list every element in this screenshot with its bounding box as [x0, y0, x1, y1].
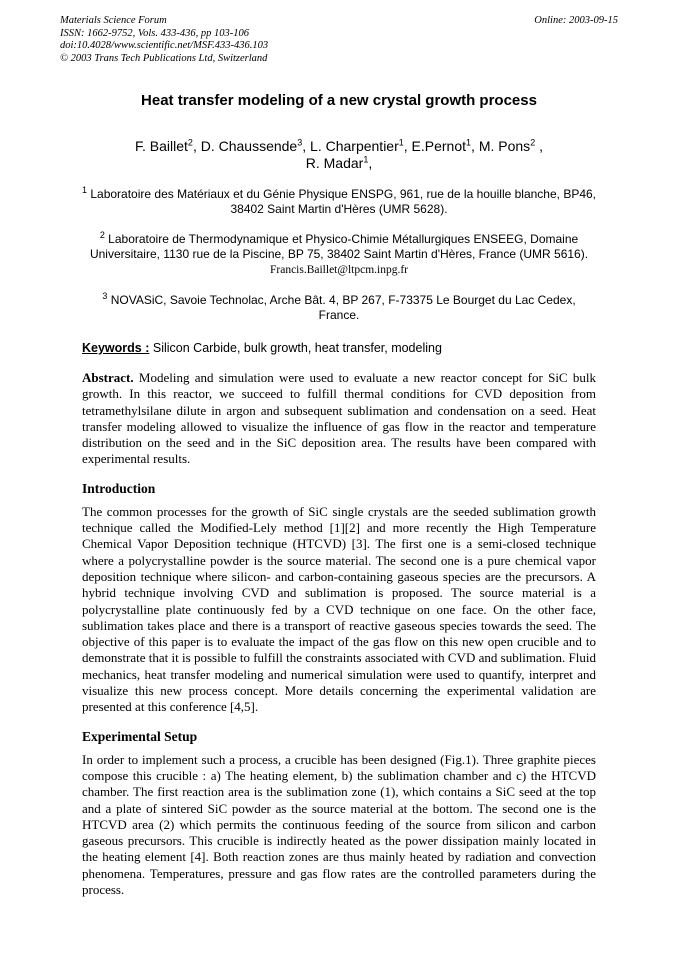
keywords-text: Silicon Carbide, bulk growth, heat transfer, modeling — [152, 341, 442, 355]
author-separator: , — [535, 138, 543, 154]
author-affiliation-sup: 2 — [530, 137, 536, 148]
journal-header — [60, 15, 618, 65]
author-affiliation-sup: 2 — [187, 137, 193, 148]
journal-name: Materials Science Forum — [60, 15, 167, 26]
affiliation-marker: 1 — [82, 185, 88, 195]
affiliation-3 — [82, 293, 596, 323]
authors-line-1 — [82, 138, 596, 155]
paper-content — [60, 92, 618, 898]
author — [306, 155, 372, 171]
author-affiliation-sup: 3 — [297, 137, 303, 148]
abstract-text: Modeling and simulation were used to evaluate a new reactor concept for SiC bulk growth. In this reactor, we succeed to fulfill thermal conditions for CVD deposition from tetramethylsilane dilute in argon and subsequent sublimation and condensation on a seed. Heat transfer modeling allowed to visualize the influence of gas flow in the reactor and temperature distribution on the seed and in the SiC deposition area. The results have been compared with experimental results. — [82, 370, 596, 467]
authors-line-2 — [82, 155, 596, 172]
affiliation-2 — [82, 232, 596, 278]
author — [412, 138, 479, 154]
journal-doi-line: doi:10.4028/www.scientific.net/MSF.433-436.103 — [60, 40, 269, 51]
author — [201, 138, 310, 154]
author-affiliation-sup: 1 — [398, 137, 404, 148]
affiliation-text: Laboratoire des Matériaux et du Génie Physique ENSPG, 961, rue de la houille blanche, BP46, 38402 Saint Martin d'Hères (UMR 5628). — [90, 187, 597, 216]
affiliation-marker: 2 — [99, 230, 105, 240]
affiliation-1 — [82, 187, 596, 217]
section-paragraph-experimental-setup: In order to implement such a process, a crucible has been designed (Fig.1). Three graphite pieces compose this crucible : a) The heating element, b) the sublimation chamber and c) the HTCVD chamber. The first reaction area is the sublimation zone (1), which contains a SiC seed at the top and a plate of sintered SiC powder as the source material at the bottom. The second one is the HTCVD area (2) which permits the continuous feeding of the source from silicon and carbon gaseous precursors. This crucible is indirectly heated as the power dissipation mainly located in the heating element [4]. Both reaction zones are thus mainly heated by radiation and convection phenomena. Temperatures, pressure and gas flow rates are the controlled parameters during the process. — [82, 751, 596, 898]
keywords-line — [82, 341, 596, 355]
online-date: Online: 2003-09-15 — [534, 15, 618, 26]
author-name: F. Baillet — [135, 138, 188, 154]
author — [310, 138, 412, 154]
author-separator: , — [192, 138, 201, 154]
journal-header-left — [60, 15, 268, 65]
author-affiliation-sup: 1 — [466, 137, 472, 148]
paper-title: Heat transfer modeling of a new crystal growth process — [141, 92, 537, 109]
authors-block — [82, 138, 596, 172]
author-separator: , — [302, 138, 311, 154]
author-separator: , — [403, 138, 412, 154]
author-separator: , — [368, 155, 373, 171]
section-heading-introduction: Introduction — [82, 480, 156, 496]
author-name: E.Pernot — [411, 138, 467, 154]
abstract-paragraph — [82, 370, 596, 468]
author-name: L. Charpentier — [310, 138, 399, 154]
contact-email: Francis.Baillet@ltpcm.inpg.fr — [269, 264, 409, 276]
affiliation-text: NOVASiC, Savoie Technolac, Arche Bât. 4, BP 267, F-73375 Le Bourget du Lac Cedex, France. — [110, 293, 576, 322]
author-name: R. Madar — [305, 155, 364, 171]
author-name: D. Chaussende — [200, 138, 298, 154]
keywords-label: Keywords : — [82, 341, 150, 355]
section-heading-experimental-setup: Experimental Setup — [82, 728, 198, 744]
affiliation-marker: 3 — [102, 291, 108, 301]
affiliation-text: Laboratoire de Thermodynamique et Physico-Chimie Métallurgiques ENSEEG, Domaine Universitaire, 1130 rue de la Piscine, BP 75, 38402 Saint Martin d'Hères, France (UMR 5616). — [89, 232, 589, 261]
abstract-label: Abstract. — [82, 370, 134, 385]
author-name: M. Pons — [478, 138, 531, 154]
section-paragraph-introduction: The common processes for the growth of SiC single crystals are the seeded sublimation growth technique called the Modified-Lely method [1][2] and more recently the High Temperature Chemical Vapor Deposition technique (HTCVD) [3]. The first one is a semi-closed technique where a polycrystalline powder is the source material. The second one is a pure chemical vapor deposition technique where silicon- and carbon-containing gaseous species are the precursors. A hybrid technique involving CVD and sublimation is proposed. The source material is a polycrystalline plate continuously fed by a CVD technique on one face. On the other face, sublimation takes place and there is a transport of reactive gaseous species towards the seed. The objective of this paper is to evaluate the impact of the gas flow on this new open crucible and to demonstrate that it is possible to fulfill the constraints associated with CVD and sublimation. Fluid mechanics, heat transfer modeling and numerical simulation were used to quantify, interpret and visualize this new process concept. More details concerning the experimental validation are presented at this conference [4,5]. — [82, 503, 596, 715]
author-affiliation-sup: 1 — [363, 154, 369, 165]
journal-copyright-line: © 2003 Trans Tech Publications Ltd, Switzerland — [60, 52, 268, 64]
author — [479, 138, 543, 154]
author — [135, 138, 201, 154]
author-separator: , — [471, 138, 479, 154]
journal-issn-line: ISSN: 1662-9752, Vols. 433-436, pp 103-106 — [60, 27, 249, 39]
